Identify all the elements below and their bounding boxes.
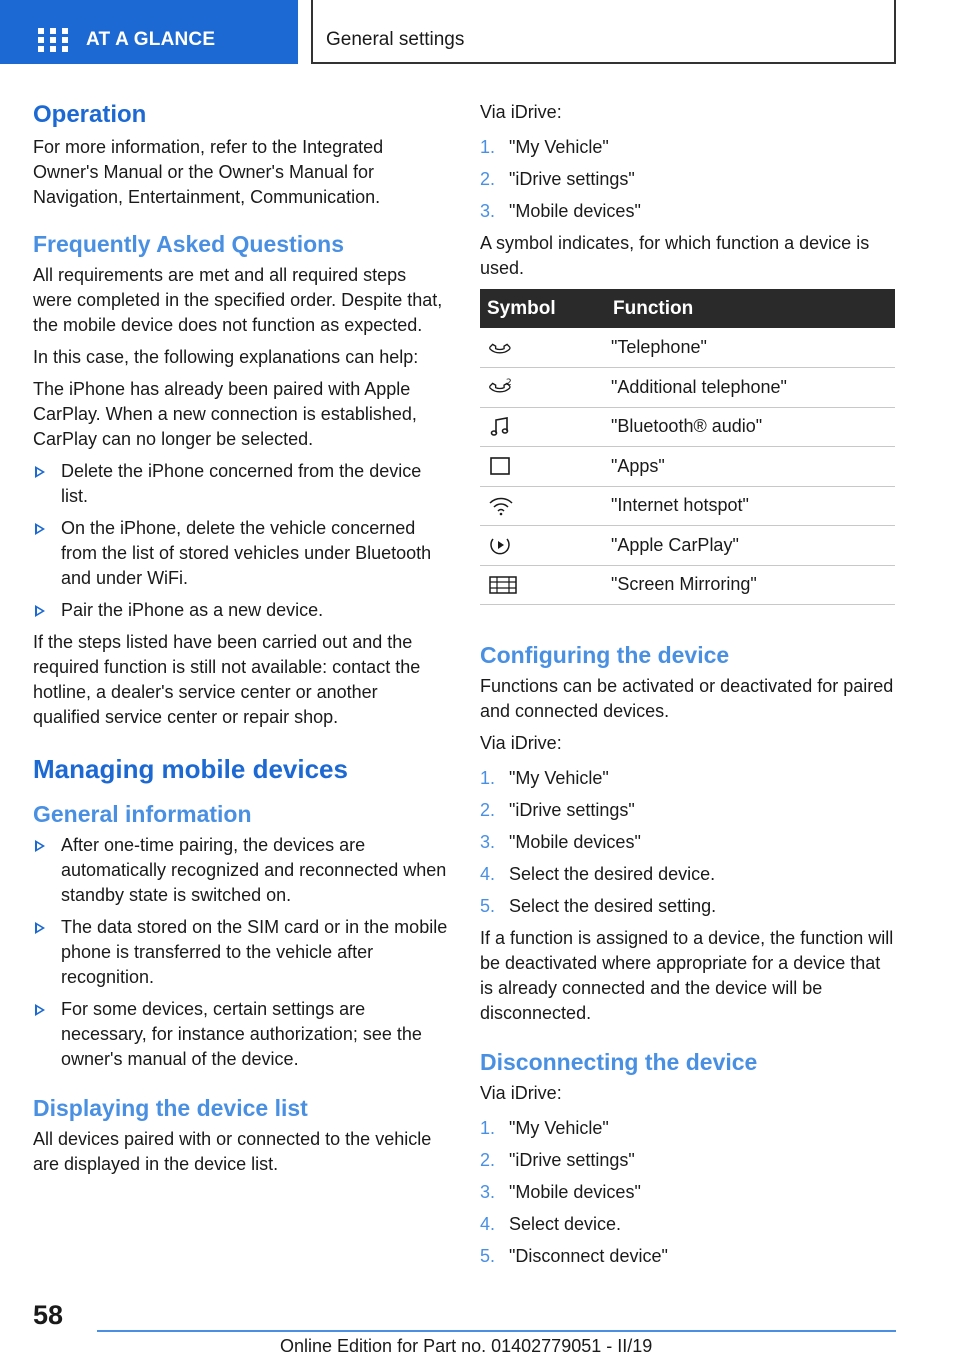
list-item: 3. "Mobile devices" xyxy=(480,1182,641,1202)
faq-paragraph-1: All requirements are met and all required steps were completed in the specified order. Despite that, the mobile device does not function as expected. xyxy=(33,265,443,335)
list-item: The data stored on the SIM card or in the mobile phone is transferred to the vehicle after recognition. xyxy=(33,915,448,990)
faq-paragraph-3: The iPhone has already been paired with Apple CarPlay. When a new connection is established, CarPlay can no longer be selected. xyxy=(33,379,417,449)
steps-list-disconnecting xyxy=(480,1116,896,1269)
heading-disconnecting-device: Disconnecting the device xyxy=(480,1049,758,1075)
heading-faq: Frequently Asked Questions xyxy=(33,231,344,257)
left-column xyxy=(33,100,448,1177)
heading-device-list: Displaying the device list xyxy=(33,1095,308,1121)
list-item: 2. "iDrive settings" xyxy=(480,169,635,189)
function-label: "Internet hotspot" xyxy=(611,486,895,526)
chapter-title-box xyxy=(311,0,896,64)
list-item: 1. "My Vehicle" xyxy=(480,137,609,157)
triangle-bullet-icon xyxy=(35,523,45,535)
via-idrive-label: Via iDrive: xyxy=(480,733,562,753)
list-item: 4. Select the desired device. xyxy=(480,864,716,884)
table-row xyxy=(480,565,895,605)
section-tab-label: AT A GLANCE xyxy=(86,29,216,50)
list-item: Delete the iPhone concerned from the device list. xyxy=(33,459,448,509)
list-item: After one-time pairing, the devices are automatically recognized and reconnected when standby state is switched on. xyxy=(33,833,448,908)
right-column xyxy=(480,100,896,1269)
apps-square-icon xyxy=(488,454,512,478)
list-item: 1. "My Vehicle" xyxy=(480,768,609,788)
carplay-play-icon xyxy=(488,533,512,557)
table-row xyxy=(480,486,895,526)
svg-text:2: 2 xyxy=(506,378,512,389)
wifi-hotspot-icon xyxy=(488,494,514,518)
table-row xyxy=(480,447,895,487)
list-item: 5. "Disconnect device" xyxy=(480,1246,668,1266)
table-header-function: Function xyxy=(611,289,895,328)
telephone-icon xyxy=(488,336,512,360)
list-item: 2. "iDrive settings" xyxy=(480,800,635,820)
faq-paragraph-2: In this case, the following explanations can help: xyxy=(33,347,419,367)
table-row xyxy=(480,407,895,447)
section-tab[interactable] xyxy=(0,0,298,64)
screen-mirroring-icon xyxy=(488,573,518,597)
triangle-bullet-icon xyxy=(35,605,45,617)
configuring-note: If a function is assigned to a device, the function will be deactivated where appropriate for a device that is already connected and the device will be disconnected. xyxy=(480,928,894,1023)
heading-configuring-device: Configuring the device xyxy=(480,642,730,668)
steps-list-1 xyxy=(480,135,896,224)
table-row xyxy=(480,328,895,368)
page-number: 58 xyxy=(33,1300,64,1330)
triangle-bullet-icon xyxy=(35,922,45,934)
list-item: 3. "Mobile devices" xyxy=(480,201,641,221)
triangle-bullet-icon xyxy=(35,840,45,852)
symbol-intro: A symbol indicates, for which function a device is used. xyxy=(480,233,870,278)
function-label: "Additional telephone" xyxy=(611,368,895,408)
list-item: Pair the iPhone as a new device. xyxy=(33,598,448,623)
grid-menu-icon xyxy=(38,28,68,52)
list-item: 4. Select device. xyxy=(480,1214,622,1234)
function-label: "Apps" xyxy=(611,447,895,487)
footer-divider xyxy=(97,1330,896,1332)
list-item: For some devices, certain settings are necessary, for instance authorization; see the owner's manual of the device. xyxy=(33,997,448,1072)
via-idrive-label: Via iDrive: xyxy=(480,1083,562,1103)
general-bullet-list xyxy=(33,833,448,1072)
heading-operation: Operation xyxy=(33,101,147,128)
operation-text: For more information, refer to the Integrated Owner's Manual or the Owner's Manual for Navigation, Entertainment, Communication. xyxy=(33,137,384,207)
list-item: On the iPhone, delete the vehicle concerned from the list of stored vehicles under Bluetooth and under WiFi. xyxy=(33,516,448,591)
device-list-text: All devices paired with or connected to the vehicle are displayed in the device list. xyxy=(33,1129,432,1174)
configuring-text: Functions can be activated or deactivated for paired and connected devices. xyxy=(480,676,894,721)
list-item: 3. "Mobile devices" xyxy=(480,832,641,852)
symbol-function-table xyxy=(480,289,895,605)
triangle-bullet-icon xyxy=(35,466,45,478)
table-row xyxy=(480,526,895,566)
via-idrive-label: Via iDrive: xyxy=(480,102,562,122)
heading-general-information: General information xyxy=(33,801,252,827)
table-row xyxy=(480,368,895,408)
function-label: "Screen Mirroring" xyxy=(611,565,895,605)
footer-edition: Online Edition for Part no. 01402779051 - II/19 xyxy=(280,1336,653,1356)
list-item: 1. "My Vehicle" xyxy=(480,1118,609,1138)
list-item: 2. "iDrive settings" xyxy=(480,1150,635,1170)
heading-managing-mobile-devices: Managing mobile devices xyxy=(33,754,348,784)
triangle-bullet-icon xyxy=(35,1004,45,1016)
table-header-symbol: Symbol xyxy=(480,289,611,328)
steps-list-configuring xyxy=(480,766,896,919)
music-note-icon xyxy=(488,415,512,439)
additional-telephone-icon xyxy=(488,375,514,399)
function-label: "Apple CarPlay" xyxy=(611,526,895,566)
list-item: 5. Select the desired setting. xyxy=(480,896,717,916)
function-label: "Telephone" xyxy=(611,328,895,368)
faq-bullet-list xyxy=(33,459,448,623)
faq-paragraph-4: If the steps listed have been carried out and the required function is still not available: contact the hotline, a dealer's service center or another qualified service center or repair shop. xyxy=(33,632,421,727)
chapter-title: General settings xyxy=(326,29,465,50)
function-label: "Bluetooth® audio" xyxy=(611,407,895,447)
